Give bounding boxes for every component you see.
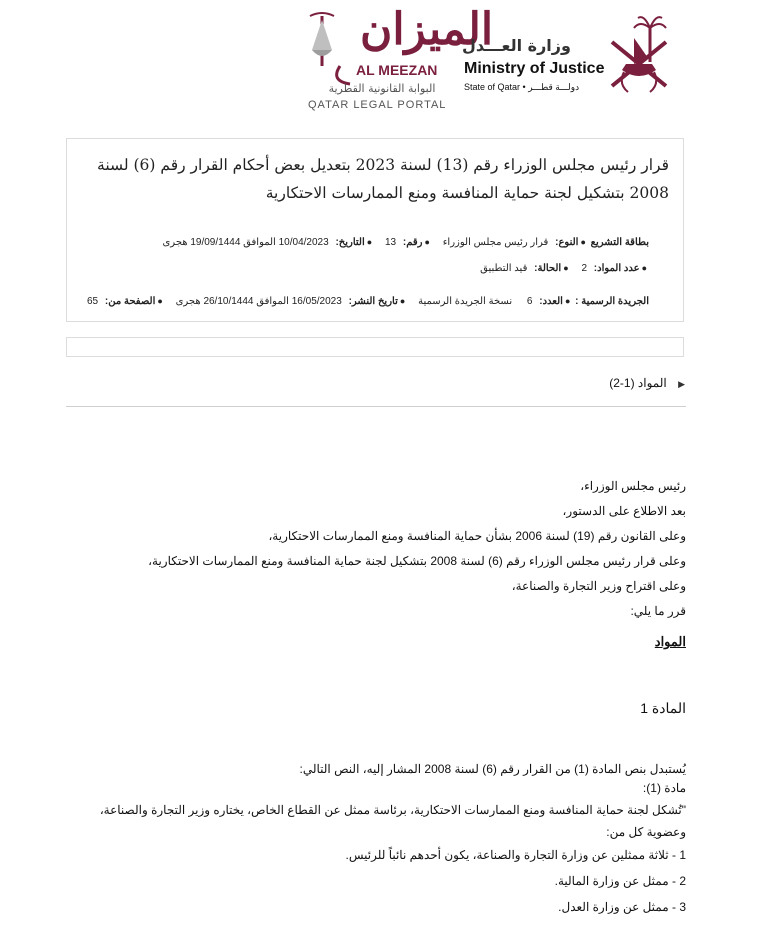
card-label: بطاقة التشريع — [590, 237, 649, 248]
preamble — [46, 478, 686, 628]
articles-toc-toggle[interactable] — [609, 376, 685, 390]
date-value: 10/04/2023 الموافق 19/09/1444 هجرى — [162, 237, 329, 248]
meta-row-2: ●عدد المواد: 2 ●الحالة: قيد التطبيق — [480, 263, 647, 274]
date-label: التاريخ: — [335, 237, 365, 248]
preamble-line: وعلى اقتراح وزير التجارة والصناعة، — [511, 579, 686, 593]
preamble-line: قرر ما يلي: — [630, 604, 686, 618]
portal-name-en: AL MEEZAN — [356, 62, 438, 78]
pubdate-label: تاريخ النشر: — [348, 296, 398, 307]
page-value: 65 — [87, 296, 99, 307]
section-heading: المواد — [654, 634, 686, 649]
status-label: الحالة: — [534, 263, 562, 274]
toc-label: المواد (1-2) — [609, 376, 667, 390]
issue-value[interactable]: 6 — [526, 296, 533, 307]
portal-subtitle-en: QATAR LEGAL PORTAL — [308, 99, 447, 111]
issue-label: العدد: — [539, 296, 563, 307]
article-title: المادة 1 — [640, 700, 686, 716]
state-line: State of Qatar • دولـــة قطـــر — [464, 82, 580, 92]
qatar-emblem-icon — [604, 12, 674, 100]
status-value: قيد التطبيق — [480, 263, 528, 274]
gazette-label: الجريدة الرسمية : — [575, 296, 649, 307]
article-line: يُستبدل بنص المادة (1) من القرار رقم (6) لسنة 2008 المشار إليه، النص التالي: — [299, 762, 686, 776]
caret-right-icon: ▶ — [678, 379, 685, 389]
article-line: 3 - ممثل عن وزارة العدل. — [558, 900, 686, 914]
pubdate-value: 16/05/2023 الموافق 26/10/1444 هجرى — [175, 296, 342, 307]
type-label: النوع: — [555, 237, 579, 248]
meta-row-3: الجريدة الرسمية : ●العدد: 6 نسخة الجريدة الرسمية ●تاريخ النشر: 16/05/2023 الموافق 26/10/1444 هجرى ●الصفحة من: 65 — [87, 296, 649, 307]
number-label: رقم: — [402, 237, 423, 248]
preamble-line: بعد الاطلاع على الدستور، — [562, 504, 686, 518]
article-text — [46, 761, 686, 925]
gazette-copy-link[interactable]: نسخة الجريدة الرسمية — [418, 296, 513, 307]
article-line: وعضوية كل من: — [606, 825, 686, 839]
preamble-line: وعلى قرار رئيس مجلس الوزراء رقم (6) لسنة 2008 بتشكيل لجنة حماية المنافسة ومنع الممارسات الاحتكارية، — [148, 554, 686, 568]
type-value: قرار رئيس مجلس الوزراء — [442, 237, 549, 248]
legislation-card — [66, 138, 684, 322]
article-line: 1 - ثلاثة ممثلين عن وزارة التجارة والصناعة، يكون أحدهم نائباً للرئيس. — [345, 848, 686, 862]
ministry-name-ar: وزارة العـــدل — [462, 36, 571, 55]
ministry-name-en: Ministry of Justice — [464, 60, 605, 77]
preamble-line: رئيس مجلس الوزراء، — [580, 479, 686, 493]
portal-subtitle-ar: البوابة القانونية القطرية — [328, 82, 436, 95]
portal-name-ar: الميزان — [360, 4, 494, 55]
meta-row-1: بطاقة التشريع ●النوع: قرار رئيس مجلس الوزراء ●رقم: 13 ●التاريخ: 10/04/2023 الموافق 19/09/1444 هجرى — [162, 237, 649, 248]
articles-value: 2 — [581, 263, 587, 274]
site-header — [0, 0, 761, 125]
article-line: 2 - ممثل عن وزارة المالية. — [554, 874, 686, 888]
article-line: مادة (1): — [642, 781, 686, 795]
number-value: 13 — [384, 237, 397, 248]
articles-label: عدد المواد: — [593, 263, 640, 274]
article-line: "تُشكل لجنة حماية المنافسة ومنع الممارسات الاحتكارية، برئاسة ممثل عن القطاع الخاص، يختاره وزير التجارة والصناعة، — [99, 803, 686, 817]
legislation-title: قرار رئيس مجلس الوزراء رقم (13) لسنة 2023 بتعديل بعض أحكام القرار رقم (6) لسنة 2008 بتشكيل لجنة حماية المنافسة ومنع الممارسات الاحتكارية — [97, 156, 669, 202]
empty-panel — [66, 337, 684, 357]
divider — [66, 406, 686, 407]
page-label: الصفحة من: — [104, 296, 156, 307]
preamble-line: وعلى القانون رقم (19) لسنة 2006 بشأن حماية المنافسة ومنع الممارسات الاحتكارية، — [268, 529, 686, 543]
